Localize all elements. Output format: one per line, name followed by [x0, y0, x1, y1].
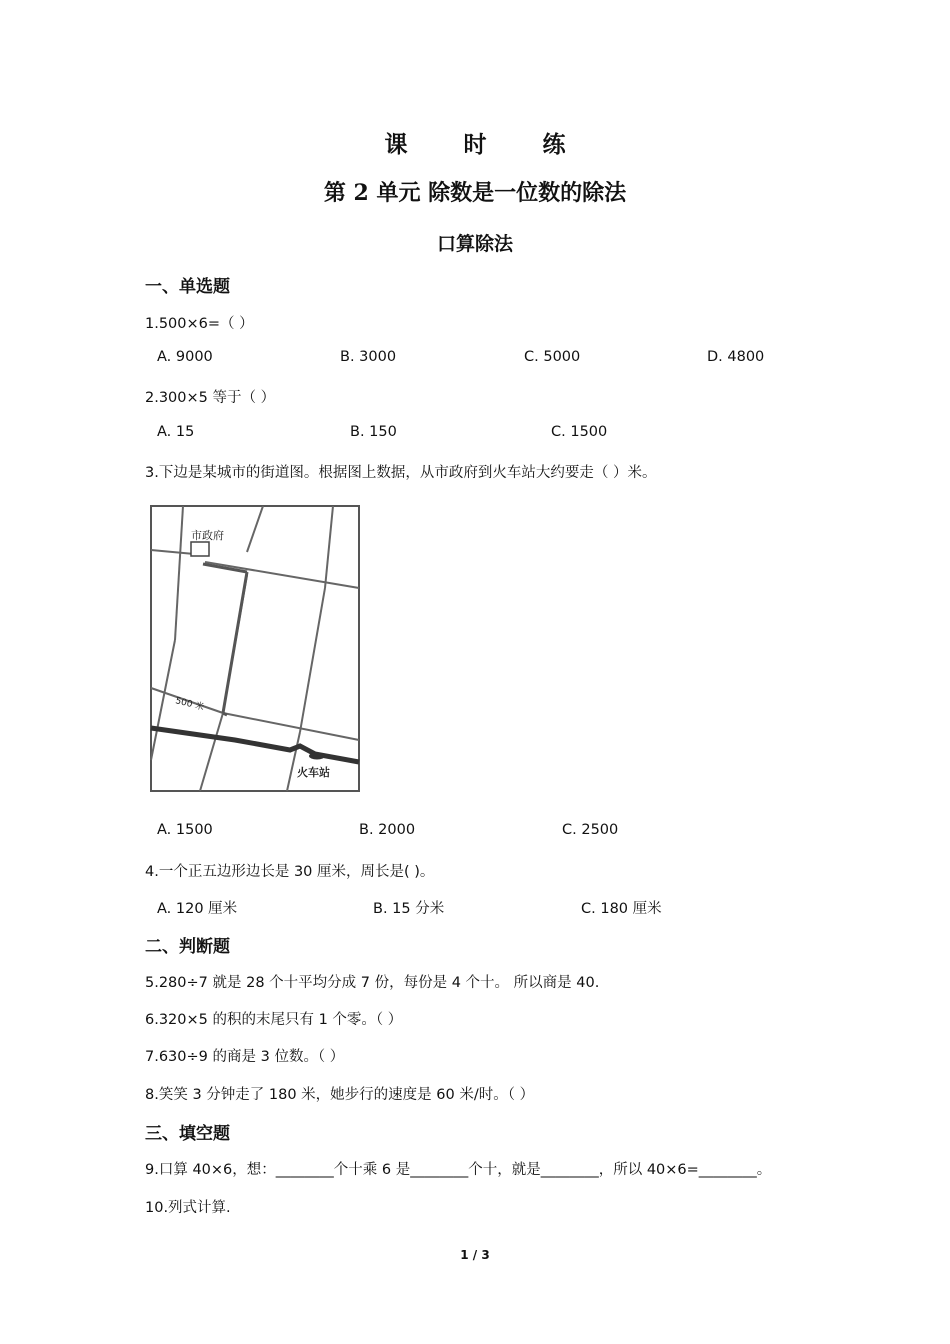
map-label-station: 火车站 — [297, 766, 330, 779]
q1-option-d: D. 4800 — [707, 349, 765, 365]
street-map-figure — [145, 500, 363, 797]
question-5: 5.280÷7 就是 28 个十平均分成 7 份，每份是 4 个十。 所以商是 40. — [145, 975, 600, 991]
q4-option-a: A. 120 厘米 — [157, 901, 238, 917]
document-title: 课 时 练 — [384, 132, 590, 158]
section-heading-true-false: 二、判断题 — [145, 937, 230, 957]
q1-option-b: B. 3000 — [340, 349, 397, 365]
q2-option-b: B. 150 — [350, 424, 397, 440]
section-heading-single-choice: 一、单选题 — [145, 277, 230, 297]
question-4: 4.一个正五边形边长是 30 厘米，周长是( )。 — [145, 864, 435, 880]
question-3: 3.下边是某城市的街道图。根据图上数据，从市政府到火车站大约要走（ ）米。 — [145, 465, 657, 481]
section-heading-fill-blank: 三、填空题 — [145, 1124, 230, 1144]
q1-option-c: C. 5000 — [524, 349, 581, 365]
lesson-title: 口算除法 — [436, 233, 513, 255]
question-2: 2.300×5 等于（ ） — [145, 390, 276, 406]
q2-option-a: A. 15 — [157, 424, 195, 440]
question-6: 6.320×5 的积的末尾只有 1 个零。（ ） — [145, 1012, 403, 1028]
q1-option-a: A. 9000 — [157, 349, 213, 365]
q3-option-a: A. 1500 — [157, 822, 213, 838]
q2-option-c: C. 1500 — [551, 424, 608, 440]
q3-option-b: B. 2000 — [359, 822, 416, 838]
page-number: 1 / 3 — [460, 1248, 490, 1262]
question-7: 7.630÷9 的商是 3 位数。（ ） — [145, 1049, 345, 1065]
question-9: 9.口算 40×6，想：________个十乘 6 是________个十，就是________，所以 40×6=________。 — [145, 1162, 772, 1178]
question-1: 1.500×6=（ ） — [145, 316, 254, 332]
question-8: 8.笑笑 3 分钟走了 180 米，她步行的速度是 60 米/时。（ ） — [145, 1087, 535, 1103]
map-label-city-hall: 市政府 — [191, 529, 224, 542]
q4-option-c: C. 180 厘米 — [581, 901, 662, 917]
question-10: 10.列式计算. — [145, 1200, 231, 1216]
q4-option-b: B. 15 分米 — [373, 901, 445, 917]
q3-option-c: C. 2500 — [562, 822, 619, 838]
map-label-scale: 500 米 — [174, 696, 205, 713]
unit-title: 第 2 单元 除数是一位数的除法 — [323, 180, 627, 206]
